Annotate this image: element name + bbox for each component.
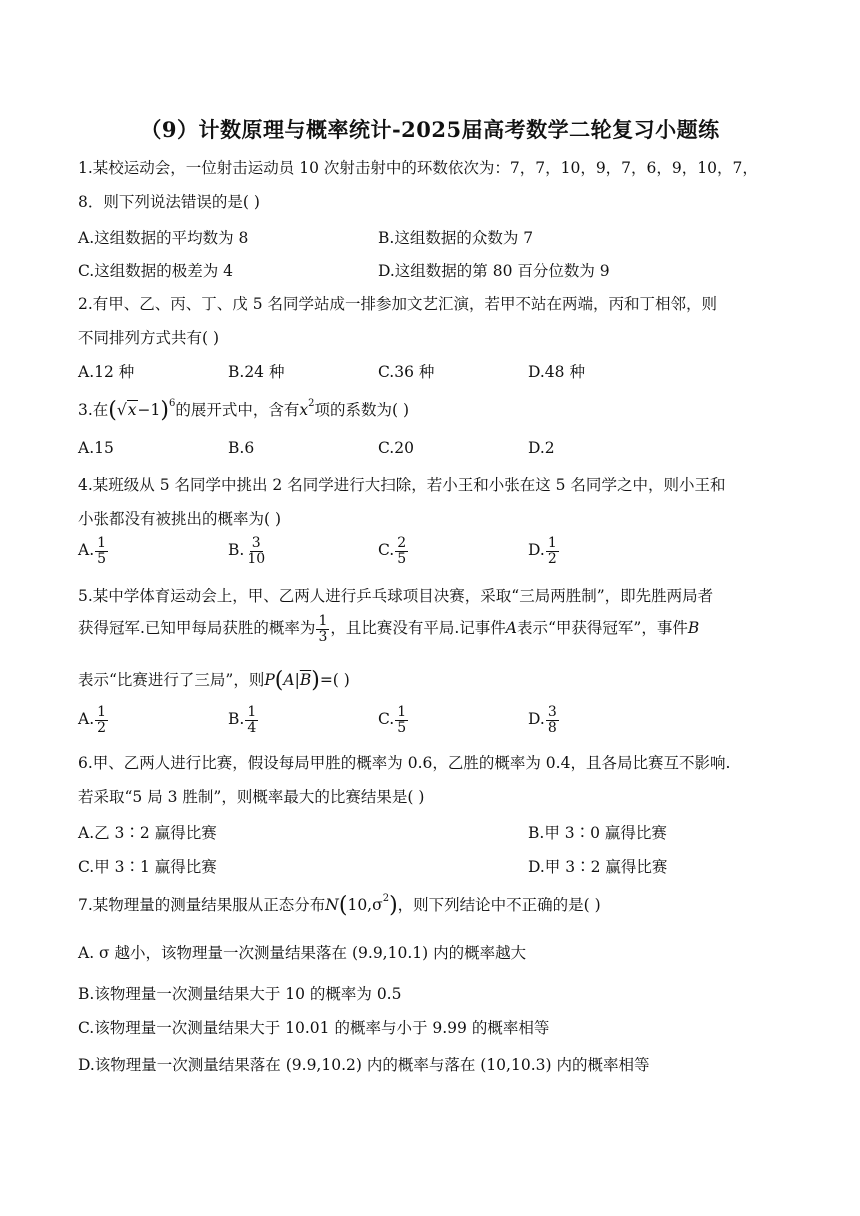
q3-stem (78, 398, 409, 423)
q2-stem-line2: 不同排列方式共有( ) (78, 329, 220, 347)
q5-right-paren: ) (311, 668, 320, 693)
q7-dist-n: N (325, 896, 339, 914)
q6-stem-line2: 若采取“5 局 3 胜制”，则概率最大的比赛结果是( ) (78, 788, 425, 806)
q3-left-paren: ( (108, 398, 117, 423)
q5-prob-a: A (283, 671, 295, 689)
q5-d-num: 3 (547, 704, 557, 720)
q5-option-a-label: A. (78, 710, 95, 729)
q5-option-c-fraction (395, 705, 408, 735)
q1-option-d: D.这组数据的第 80 百分位数为 9 (378, 262, 610, 280)
q4-c-num: 2 (397, 535, 407, 551)
q5-event-a: A (505, 619, 517, 638)
q5-stem-line1: 5.某中学体育运动会上，甲、乙两人进行乒乓球项目决赛，采取“三局两胜制”，即先胜两局者 (78, 587, 714, 605)
q5-line2-c: 表示“甲获得冠军”，事件 (517, 619, 688, 638)
q6-option-d: D.甲 3∶2 赢得比赛 (528, 858, 668, 876)
q5-line2-a: 获得冠军.已知甲每局获胜的概率为 (78, 619, 316, 638)
q5-win-probability (316, 614, 329, 644)
q1-stem-line2: 8．则下列说法错误的是( ) (78, 193, 260, 211)
q7-option-a: A. σ 越小，该物理量一次测量结果落在 (9.9,10.1) 内的概率越大 (78, 944, 527, 962)
q5-c-den: 5 (397, 719, 407, 736)
q4-a-den: 5 (97, 550, 107, 567)
q4-d-num: 1 (547, 535, 557, 551)
q3-suffix1: 的展开式中，含有 (175, 401, 300, 419)
q1-option-b: B.这组数据的众数为 7 (378, 229, 534, 247)
q2-option-c: C.36 种 (378, 363, 435, 381)
q7-option-d: D.该物理量一次测量结果落在 (9.9,10.2) 内的概率与落在 (10,10.3) 内的概率相等 (78, 1056, 650, 1074)
q3-minus-one: −1 (137, 401, 161, 419)
q5-option-b (228, 705, 259, 735)
q5-prob-p: P (264, 671, 275, 689)
q3-option-a: A.15 (78, 439, 114, 457)
q4-stem-line2: 小张都没有被挑出的概率为( ) (78, 510, 282, 528)
q5-frac-num: 1 (318, 613, 328, 629)
q5-a-num: 1 (97, 704, 107, 720)
q5-line2-b: ，且比赛没有平局.记事件 (330, 619, 506, 638)
q6-stem-line1: 6.甲、乙两人进行比赛，假设每局甲胜的概率为 0.6，乙胜的概率为 0.4，且各局比赛互不影响. (78, 754, 731, 772)
q7-option-c: C.该物理量一次测量结果大于 10.01 的概率与小于 9.99 的概率相等 (78, 1019, 550, 1037)
q5-given-bar: | (294, 671, 300, 689)
q5-line3-a: 表示“比赛进行了三局”，则 (78, 671, 265, 689)
q1-stem-line1: 1.某校运动会，一位射击运动员 10 次射击射中的环数依次为：7，7，10，9，7，6，9，10，7， (78, 159, 758, 177)
q5-option-a-fraction (95, 705, 108, 735)
q7-stem-a: 7.某物理量的测量结果服从正态分布 (78, 896, 326, 914)
q4-option-c-label: C. (378, 541, 395, 560)
q5-option-b-label: B. (228, 710, 245, 729)
q5-option-c-label: C. (378, 710, 395, 729)
q3-sqrt: √x (116, 401, 137, 419)
q4-option-d (528, 536, 560, 566)
q4-option-b-label: B. (228, 541, 245, 560)
q5-option-d-label: D. (528, 710, 545, 729)
q5-option-b-fraction (245, 705, 258, 735)
q4-b-den: 10 (247, 550, 266, 567)
q5-prob-b-bar: $\overline{B}$ (299, 671, 312, 689)
q7-right-paren: ) (389, 893, 398, 918)
q6-option-a: A.乙 3∶2 赢得比赛 (78, 824, 217, 842)
page-title: （9）计数原理与概率统计-2025届高考数学二轮复习小题练 (140, 117, 720, 142)
q4-d-den: 2 (547, 550, 557, 567)
q1-option-c: C.这组数据的极差为 4 (78, 262, 234, 280)
q4-option-c (378, 536, 409, 566)
q4-stem-line1: 4.某班级从 5 名同学中挑出 2 名同学进行大扫除，若小王和小张在这 5 名同学之中，则小王和 (78, 476, 726, 494)
q1-option-a: A.这组数据的平均数为 8 (78, 229, 249, 247)
q2-option-d: D.48 种 (528, 363, 585, 381)
q5-d-den: 8 (547, 719, 557, 736)
q7-stem (78, 893, 601, 918)
q3-option-d: D.2 (528, 439, 555, 457)
q6-option-c: C.甲 3∶1 赢得比赛 (78, 858, 217, 876)
q7-dist-args: 10,σ (347, 896, 383, 914)
q3-right-paren: ) (160, 398, 169, 423)
q3-term-x: x (299, 401, 309, 419)
q7-stem-b: ，则下列结论中不正确的是( ) (397, 896, 601, 914)
q7-dist-power: 2 (382, 893, 390, 904)
q5-stem-line3 (78, 668, 350, 693)
q4-c-den: 5 (397, 550, 407, 567)
q3-term-power: 2 (308, 398, 315, 409)
q3-sqrt-x: x (127, 401, 137, 419)
q3-suffix2: 项的系数为( ) (314, 401, 410, 419)
q5-b-den: 4 (247, 719, 257, 736)
q5-option-d-fraction (546, 705, 559, 735)
q2-option-b: B.24 种 (228, 363, 285, 381)
q5-event-b: B (687, 619, 700, 638)
q3-option-c: C.20 (378, 439, 414, 457)
q4-option-a-label: A. (78, 541, 95, 560)
q5-option-a (78, 705, 109, 735)
q5-stem-line2 (78, 614, 699, 644)
q4-option-c-fraction (395, 536, 408, 566)
q4-option-b (228, 536, 268, 566)
q4-option-a (78, 536, 109, 566)
q4-option-d-fraction (546, 536, 559, 566)
q5-b-num: 1 (247, 704, 257, 720)
q5-c-num: 1 (397, 704, 407, 720)
q7-left-paren: ( (338, 893, 348, 918)
q5-frac-den: 3 (318, 628, 328, 645)
q4-a-num: 1 (97, 535, 107, 551)
q3-power: 6 (168, 398, 176, 409)
q3-option-b: B.6 (228, 439, 255, 457)
q5-left-paren: ( (274, 668, 284, 693)
q5-a-den: 2 (97, 719, 107, 736)
q4-b-num: 3 (251, 535, 261, 551)
q5-line3-b: =( ) (319, 671, 350, 689)
q4-option-b-fraction (245, 536, 267, 566)
q2-option-a: A.12 种 (78, 363, 135, 381)
q7-option-b: B.该物理量一次测量结果大于 10 的概率为 0.5 (78, 985, 402, 1003)
q5-option-c (378, 705, 409, 735)
q5-option-d (528, 705, 560, 735)
q4-option-a-fraction (95, 536, 108, 566)
q6-option-b: B.甲 3∶0 赢得比赛 (528, 824, 667, 842)
q3-prefix: 3.在 (78, 401, 109, 419)
q2-stem-line1: 2.有甲、乙、丙、丁、戊 5 名同学站成一排参加文艺汇演，若甲不站在两端，丙和丁相邻，则 (78, 295, 718, 313)
q4-option-d-label: D. (528, 541, 545, 560)
